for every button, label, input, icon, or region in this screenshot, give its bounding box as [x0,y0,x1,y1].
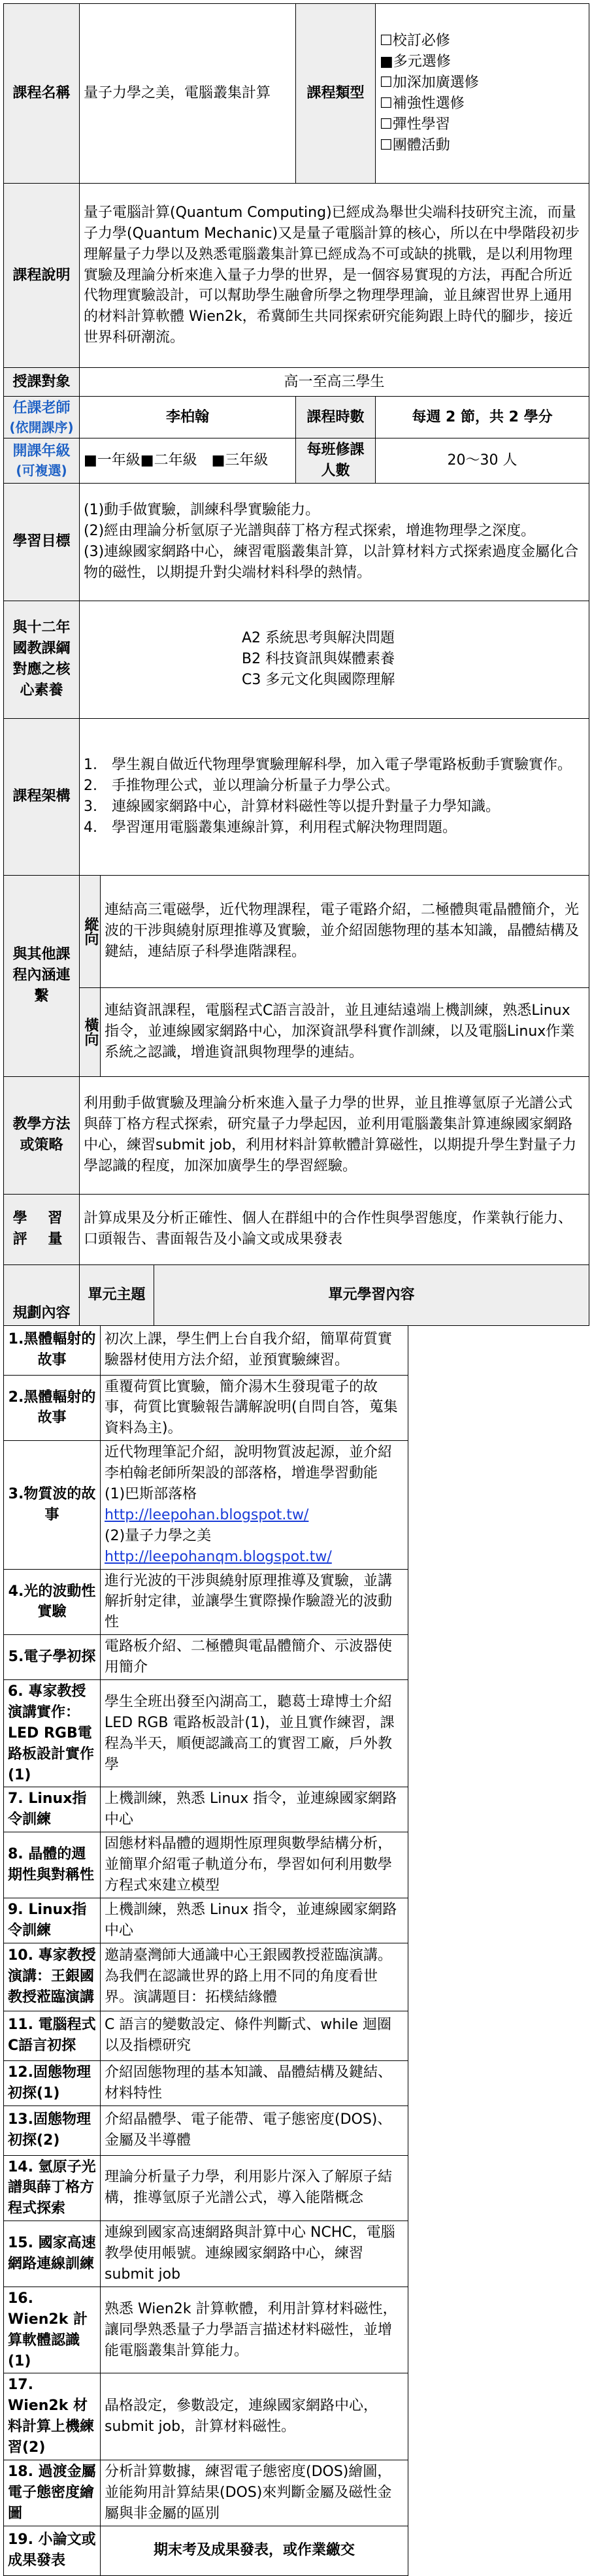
unit-content-text: 介紹固態物理的基本知識、晶體結構及鍵結、材料特性 [105,2064,393,2102]
goal-item: (1)動手做實驗，訓練科學實驗能力。 [84,502,320,519]
competency-item: B2 科技資訊與媒體素養 [242,651,395,668]
unit-row [4,2373,589,2460]
unit-content-text: 熟悉 Wien2k 計算軟體，利用計算材料磁性，讓同學熟悉量子力學語言描述材料磁性，並增能電腦叢集計算能力。 [105,2300,397,2359]
unit-content [101,2460,408,2526]
grade-options: ■一年級■二年級 ■三年級 [80,438,296,483]
unit-title: 19. 小論文或成果發表 [4,2526,101,2575]
unit-title: 2.黑體輻射的故事 [4,1375,101,1441]
unit-title: 17. Wien2k 材料計算上機練習(2) [4,2373,101,2460]
unit-title: 18. 過渡金屬電子態密度繪圖 [4,2460,101,2526]
unit-row [4,1325,589,1375]
unit-content [101,1375,408,1441]
course-name-value: 量子力學之美，電腦叢集計算 [80,4,296,184]
unit-content-text: 電路板介紹、二極體與電晶體簡介、示波器使用簡介 [105,1638,393,1676]
unit-title: 10. 專家教授演講：王銀國教授蒞臨演講 [4,1943,101,2011]
unit-title: 7. Linux指令訓練 [4,1787,101,1832]
teacher-label-note: (依開課序) [9,419,74,435]
unit-content [101,2221,408,2287]
assessment-label [4,1194,80,1264]
unit-content-text: 上機訓練，熟悉 Linux 指令，並連線國家網路中心 [105,1901,397,1939]
assessment-label-b: 評 量 [12,1231,71,1248]
checked-box-icon: ■ [380,54,393,71]
unit-row [4,1569,589,1635]
unit-row [4,1787,589,1832]
syllabus-table [3,3,589,2576]
unit-content [101,1943,408,2011]
course-type-text: 團體活動 [392,137,450,154]
unit-row [4,1635,589,1680]
goal-item: (2)經由理論分析氫原子光譜與薛丁格方程式探索，增進物理學之深度。 [84,523,536,540]
unit-content [101,2526,408,2575]
competency-label: 與十二年國教課綱對應之核心素養 [4,601,80,718]
unit-content-text: 進行光波的干涉與繞射原理推導及實驗，並講解折射定律，並讓學生實際操作驗證光的波動性 [105,1572,393,1631]
unit-title: 11. 電腦程式C語言初探 [4,2011,101,2060]
teacher-label [4,397,80,438]
unit-content [101,1441,408,1569]
unchecked-box-icon: ☐ [380,116,393,133]
framework-item: 3. 連線國家網路中心，計算材料磁性等以提升對量子力學知識。 [84,799,500,816]
unit-content-text: 連線到國家高速網路與計算中心 NCHC，電腦教學使用帳號。連線國家網路中心，練習 submit job [105,2224,395,2283]
horizontal-label-text: 橫向 [82,1017,99,1047]
unit-row [4,1832,589,1898]
unit-title: 6. 專家教授演講實作：LED RGB電路板設計實作(1) [4,1680,101,1787]
framework-item: 4. 學習運用電腦叢集連線計算，利用程式解決物理問題。 [84,819,457,836]
unit-content-text: 上機訓練，熟悉 Linux 指令，並連線國家網路中心 [105,1791,397,1828]
unit-row [4,2287,589,2373]
framework-label: 課程架構 [4,718,80,875]
unit-title: 4.光的波動性實驗 [4,1569,101,1635]
unchecked-box-icon: ☐ [380,137,393,154]
audience-value: 高一至高三學生 [80,368,589,397]
unit-title: 5.電子學初探 [4,1635,101,1680]
audience-label: 授課對象 [4,368,80,397]
unit-header: 單元主題 [80,1264,154,1325]
row-goals [4,483,589,601]
unit-content [101,1832,408,1898]
unit-content-text: 分析計算數據，練習電子態密度(DOS)繪圖，並能夠用計算結果(DOS)來判斷金屬及磁性金屬與非金屬的區別 [105,2463,392,2522]
course-type-list [376,4,589,184]
course-syllabus [3,3,589,2569]
course-type-item [380,135,585,156]
unit-link-line [105,1484,404,1526]
row-competency [4,601,589,718]
unit-row [4,1680,589,1787]
unit-link-prefix: (2)量子力學之美 [105,1527,212,1544]
unit-row [4,2221,589,2287]
unit-row [4,2526,589,2575]
unit-content [101,1635,408,1680]
grade-label [4,438,80,483]
row-strategy [4,1076,589,1194]
strategy-text: 利用動手做實驗及理論分析來進入量子力學的世界，並且推導氫原子光譜公式與薛丁格方程式探索，研究量子力學起因，並利用電腦叢集計算連線國家網路中心，練習submit job，利用材料計算軟體計算磁性，以期提升學生對量子力學認識的程度，加深加廣學生的學習經驗。 [80,1076,589,1194]
unit-row [4,2105,589,2155]
unit-title: 14. 氫原子光譜與薛丁格方程式探索 [4,2155,101,2221]
unit-content-text: 期末考及成果發表，或作業繳交 [153,2542,355,2559]
unit-content-text: 理論分析量子力學，利用影片深入了解原子結構，推導氫原子光譜公式，導入能階概念 [105,2169,393,2207]
row-plan-header [4,1264,589,1325]
unit-content-text: 近代物理筆記介紹，說明物質波起源，並介紹李柏翰老師所架設的部落格，增進學習動能 [105,1444,393,1482]
teacher-value: 李柏翰 [80,397,296,438]
unit-title: 12.固態物理初探(1) [4,2060,101,2105]
framework-list [80,718,589,875]
strategy-label: 教學方法或策略 [4,1076,80,1194]
unit-content [101,1569,408,1635]
course-type-item [380,93,585,114]
row-audience [4,368,589,397]
unit-content-text: 固態材料晶體的週期性原理與數學結構分析，並簡單介紹電子軌道分布，學習如何利用數學方程式來建立模型 [105,1836,393,1894]
course-type-item [380,52,585,73]
unit-content [101,2105,408,2155]
row-linkage-horizontal [4,987,589,1076]
course-type-item [380,114,585,135]
row-grade [4,438,589,483]
horizontal-text: 連結資訊課程，電腦程式C語言設計，並且連結遠端上機訓練，熟悉Linux 指令，並連線國家網路中心，加深資訊學科實作訓練，以及電腦Linux作業系統之認識，增進資訊與物理學的連結。 [101,987,589,1076]
course-type-label: 課程類型 [296,4,376,184]
teacher-label-text: 任課老師 [12,400,71,416]
unchecked-box-icon: ☐ [380,95,393,112]
horizontal-label [80,987,101,1076]
course-type-item [380,31,585,52]
blog-link[interactable]: http://leepohan.blogspot.tw/ [105,1506,309,1523]
course-name-label: 課程名稱 [4,4,80,184]
course-type-text: 加深加廣選修 [392,74,479,91]
class-size-label: 每班修課人數 [296,438,376,483]
unit-title: 15. 國家高速網路連線訓練 [4,2221,101,2287]
unit-link-line [105,1526,404,1568]
hours-label: 課程時數 [296,397,376,438]
competency-list [80,601,589,718]
row-assessment [4,1194,589,1264]
unit-content [101,1680,408,1787]
unit-row [4,2460,589,2526]
unit-row [4,1943,589,2011]
framework-item: 1. 學生親自做近代物理學實驗理解科學，加入電子學電路板動手實驗實作。 [84,757,572,774]
unit-title: 13.固態物理初探(2) [4,2105,101,2155]
hours-value: 每週 2 節，共 2 學分 [376,397,589,438]
unit-link-prefix: (1)巴斯部落格 [105,1486,197,1503]
unit-title: 3.物質波的故事 [4,1441,101,1569]
framework-item: 2. 手推物理公式，並以理論分析量子力學公式。 [84,778,399,795]
unit-content-text: C 語言的變數設定、條件判斷式、while 迴圈以及指標研究 [105,2017,392,2055]
unit-row [4,1375,589,1441]
vertical-label [80,875,101,987]
unit-title: 16. Wien2k 計算軟體認識(1) [4,2287,101,2373]
unit-row [4,2011,589,2060]
unit-content [101,2011,408,2060]
description-label: 課程說明 [4,184,80,368]
goals-list [80,483,589,601]
description-text: 量子電腦計算(Quantum Computing)已經成為舉世尖端科技研究主流，而量子力學(Quantum Mechanic)又是量子電腦計算的核心，所以在中學階段初步理解量子力學以及熟悉電腦叢集計算已經成為不可或缺的挑戰，是以利用物理實驗及理論分析來進入量子力學的世界，是一個容易實現的方法，再配合所近代物理實驗設計，可以幫助學生融會所學之物理學理論，並且練習世界上通用的材料計算軟體 Wien2k，希冀師生共同探索研究能夠跟上時代的腳步，接近世界科研潮流。 [80,184,589,368]
linkage-label: 與其他課程內涵連繫 [4,875,80,1076]
row-course-name [4,4,589,184]
course-type-text: 多元選修 [393,54,451,71]
unit-content [101,2373,408,2460]
goal-item: (3)連線國家網路中心，練習電腦叢集計算，以計算材料方式探索過度金屬化合物的磁性，以期提升對尖端材料科學的熱情。 [84,544,579,582]
unchecked-box-icon: ☐ [380,74,393,91]
grade-label-text: 開課年級 [12,443,71,460]
unit-row [4,2060,589,2105]
course-type-text: 校訂必修 [392,33,450,50]
course-type-text: 補強性選修 [392,95,465,112]
course-type-item [380,73,585,93]
unit-content [101,1898,408,1943]
row-teacher [4,397,589,438]
row-description [4,184,589,368]
row-framework [4,718,589,875]
class-size-value: 20～30 人 [376,438,589,483]
unit-content-text: 重覆荷質比實驗，簡介湯木生發現電子的故事，荷質比實驗報告講解說明(自問自答，蒐集資料為主)。 [105,1378,398,1437]
unit-title: 8. 晶體的週期性與對稱性 [4,1832,101,1898]
unit-content [101,1325,408,1375]
content-header: 單元學習內容 [154,1264,589,1325]
unit-title: 1.黑體輻射的故事 [4,1325,101,1375]
unit-content-text: 邀請臺灣師大通識中心王銀國教授蒞臨演講。為我們在認識世界的路上用不同的角度看世界。演講題目：拓樸結緣體 [105,1947,393,2006]
competency-item: C3 多元文化與國際理解 [242,672,395,689]
unit-row [4,2155,589,2221]
unit-content-text: 晶格設定，參數設定，連線國家網路中心，submit job，計算材料磁性。 [105,2398,378,2436]
assessment-text: 計算成果及分析正確性、個人在群組中的合作性與學習態度，作業執行能力、口頭報告、書面報告及小論文或成果發表 [80,1194,589,1264]
vertical-text: 連結高三電磁學，近代物理課程，電子電路介紹，二極體與電晶體簡介，光波的干涉與繞射原理推導及實驗，並介紹固態物理的基本知識，晶體結構及鍵結，連結原子科學進階課程。 [101,875,589,987]
goals-label: 學習目標 [4,483,80,601]
plan-label: 規劃內容 [4,1264,80,1325]
vertical-label-text: 縱向 [82,917,99,946]
unit-content [101,1787,408,1832]
assessment-label-a: 學 習 [12,1210,71,1227]
unit-row [4,1441,589,1569]
unit-content-text: 學生全班出發至內湖高工，聽葛士瑋博士介紹 LED RGB 電路板設計(1)，並且實作練習，課程為半天，順便認識高工的實習工廠，戶外教學 [105,1693,395,1773]
row-linkage-vertical [4,875,589,987]
grade-label-note: (可複選) [16,463,67,479]
course-type-text: 彈性學習 [392,116,450,133]
unit-title: 9. Linux指令訓練 [4,1898,101,1943]
unit-content-text: 初次上課，學生們上台自我介紹，簡單荷質實驗器材使用方法介紹，並預實驗練習。 [105,1331,393,1369]
unit-content [101,2155,408,2221]
unit-content-text: 介紹晶體學、電子能帶、電子態密度(DOS)、金屬及半導體 [105,2111,392,2149]
unit-row [4,1898,589,1943]
unit-content [101,2060,408,2105]
unit-content [101,2287,408,2373]
unchecked-box-icon: ☐ [380,33,393,50]
blog-link[interactable]: http://leepohanqm.blogspot.tw/ [105,1548,332,1565]
competency-item: A2 系統思考與解決問題 [242,630,395,647]
